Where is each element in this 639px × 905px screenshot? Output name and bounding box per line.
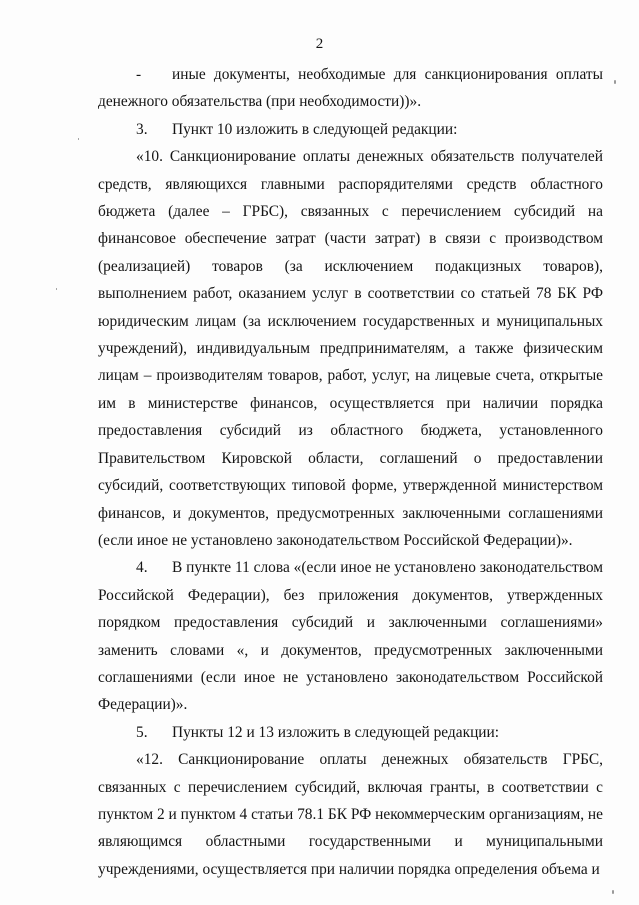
paragraph-text: В пункте 11 слова «(если иное не установлено законодательством Российской Федерации), без приложения документов, утвержденных порядком предоставления субсидий и заключенными соглашениями» заменить словами «, и документов, предусмотренных заключенными соглашениями (если иное не установлено законодательством Российской Федерации)». xyxy=(98,559,603,714)
scan-speck xyxy=(56,288,57,290)
paragraph-text: Пункты 12 и 13 изложить в следующей редакции: xyxy=(172,723,500,741)
list-marker: 4. xyxy=(136,559,148,577)
list-marker: - xyxy=(136,66,142,83)
paragraph-clause-12 xyxy=(98,746,603,883)
paragraph-dash-item xyxy=(98,61,603,116)
list-marker: 5. xyxy=(136,723,148,741)
page-number: 2 xyxy=(315,36,324,52)
paragraph-text: иные документы, необходимые для санкционирования оплаты денежного обязательства (при необходимости))». xyxy=(98,66,603,111)
scan-speck xyxy=(614,80,616,84)
scan-speck xyxy=(612,890,614,894)
paragraph-text: «12. Санкционирование оплаты денежных обязательств ГРБС, связанных с перечислением субсидий, включая гранты, в соответствии с пунктом 2 и пунктом 4 статьи 78.1 БК РФ некоммерческим организациям, не являющимся областными государственными и муниципальными учреждениями, осуществляется при наличии порядка определения объема и xyxy=(98,751,603,878)
paragraph-item-5 xyxy=(98,719,603,746)
document-body xyxy=(98,61,603,883)
list-marker: 3. xyxy=(136,120,148,138)
paragraph-clause-10 xyxy=(98,143,603,554)
scan-speck xyxy=(78,138,79,140)
paragraph-item-4 xyxy=(98,554,603,718)
paragraph-item-3 xyxy=(98,116,603,143)
paragraph-text: Пункт 10 изложить в следующей редакции: xyxy=(172,120,458,138)
paragraph-text: «10. Санкционирование оплаты денежных обязательств получателей средств, являющихся главными распорядителями средств областного бюджета (далее – ГРБС), связанных с перечислением субсидий на финансовое обеспечение затрат (части затрат) в связи с производством (реализацией) товаров (за исключением подакцизных товаров), выполнением работ, оказанием услуг в соответствии со статьей 78 БК РФ юридическим лицам (за исключением государственных и муниципальных учреждений), индивидуальным предпринимателям, а также физическим лицам – производителям товаров, работ, услуг, на лицевые счета, открытые им в министерстве финансов, осуществляется при наличии порядка предоставления субсидий из областного бюджета, установленного Правительством Кировской области, соглашений о предоставлении субсидий, соответствующих типовой форме, утвержденной министерством финансов, и документов, предусмотренных заключенными соглашениями (если иное не установлено законодательством Российской Федерации)». xyxy=(98,148,603,549)
